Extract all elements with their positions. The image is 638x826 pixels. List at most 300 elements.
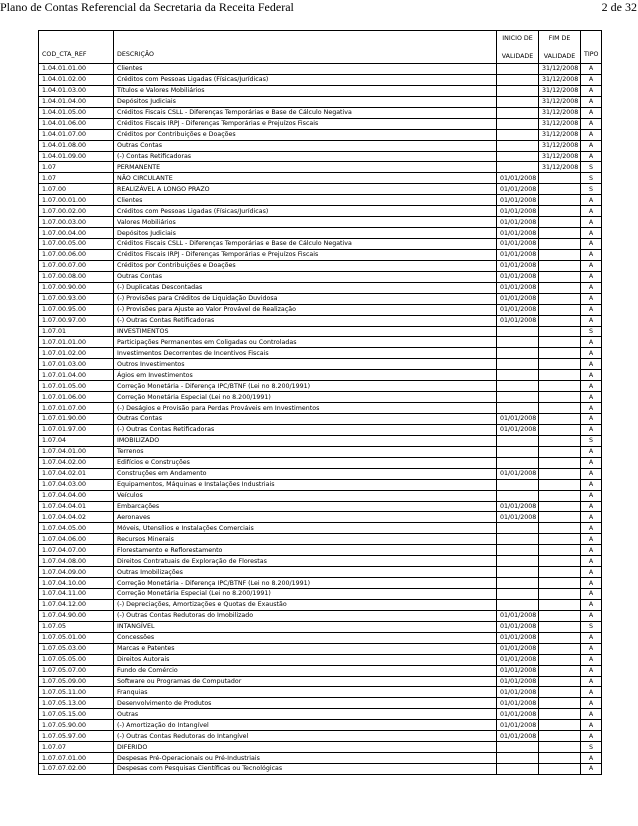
cell-code: 1.07.05.15.00 [39,709,114,720]
cell-end-date [539,315,581,326]
cell-type: S [581,162,602,173]
col-header-start-top: INICIO DE [502,35,533,42]
cell-type: A [581,348,602,359]
table-row [39,337,602,348]
cell-description: Terrenos [114,446,497,457]
table-row [39,282,602,293]
cell-start-date: 01/01/2008 [497,271,539,282]
cell-type: A [581,632,602,643]
cell-type: A [581,195,602,206]
table-row [39,610,602,621]
cell-end-date [539,545,581,556]
cell-description: INVESTIMENTOS [114,326,497,337]
table-row [39,239,602,250]
cell-start-date: 01/01/2008 [497,643,539,654]
table-row [39,665,602,676]
cell-start-date: 01/01/2008 [497,720,539,731]
cell-end-date [539,239,581,250]
cell-description: Marcas e Patentes [114,643,497,654]
cell-description: Créditos com Pessoas Ligadas (Físicas/Jurídicas) [114,206,497,217]
cell-start-date [497,162,539,173]
cell-code: 1.07.01.97.00 [39,424,114,435]
cell-end-date [539,742,581,753]
cell-end-date [539,501,581,512]
cell-type: A [581,720,602,731]
cell-code: 1.07.04.07.00 [39,545,114,556]
cell-code: 1.07.07 [39,742,114,753]
cell-type: A [581,271,602,282]
cell-code: 1.07.00.06.00 [39,249,114,260]
cell-type: A [581,129,602,140]
cell-code: 1.04.01.08.00 [39,140,114,151]
cell-description: NÃO CIRCULANTE [114,173,497,184]
table-row [39,348,602,359]
cell-start-date: 01/01/2008 [497,665,539,676]
cell-description: Correção Monetária Especial (Lei no 8.200/1991) [114,392,497,403]
cell-end-date [539,424,581,435]
cell-type: S [581,326,602,337]
table-row [39,512,602,523]
cell-code: 1.07.04.01.00 [39,446,114,457]
cell-end-date: 31/12/2008 [539,64,581,75]
cell-end-date [539,271,581,282]
col-header-start-validity [497,31,539,64]
col-header-end-validity [539,31,581,64]
cell-start-date: 01/01/2008 [497,687,539,698]
table-row [39,173,602,184]
cell-code: 1.07.04.04.01 [39,501,114,512]
cell-type: A [581,610,602,621]
cell-description: Outras Contas [114,140,497,151]
cell-start-date: 01/01/2008 [497,621,539,632]
cell-end-date [539,446,581,457]
cell-start-date [497,446,539,457]
table-row [39,479,602,490]
cell-description: Investimentos Decorrentes de Incentivos Fiscais [114,348,497,359]
cell-code: 1.07.00.93.00 [39,293,114,304]
cell-type: A [581,337,602,348]
table-row [39,304,602,315]
table-row [39,643,602,654]
cell-end-date [539,534,581,545]
cell-code: 1.07.00.95.00 [39,304,114,315]
cell-end-date [539,490,581,501]
cell-type: S [581,184,602,195]
cell-end-date [539,228,581,239]
cell-start-date [497,348,539,359]
cell-start-date: 01/01/2008 [497,239,539,250]
cell-start-date [497,523,539,534]
cell-start-date: 01/01/2008 [497,195,539,206]
cell-type: A [581,567,602,578]
cell-end-date [539,764,581,775]
cell-type: A [581,315,602,326]
cell-start-date [497,479,539,490]
cell-type: A [581,578,602,589]
cell-description: (-) Duplicatas Descontadas [114,282,497,293]
cell-start-date [497,534,539,545]
cell-end-date [539,556,581,567]
cell-code: 1.07.04.03.00 [39,479,114,490]
cell-end-date [539,206,581,217]
cell-type: A [581,206,602,217]
cell-type: A [581,753,602,764]
cell-code: 1.04.01.04.00 [39,96,114,107]
cell-code: 1.07.00 [39,184,114,195]
cell-code: 1.07.05.07.00 [39,665,114,676]
cell-start-date: 01/01/2008 [497,173,539,184]
cell-description: Móveis, Utensílios e Instalações Comerciais [114,523,497,534]
cell-start-date: 01/01/2008 [497,315,539,326]
table-row [39,217,602,228]
table-row [39,129,602,140]
cell-type: A [581,501,602,512]
cell-description: Créditos por Contribuições e Doações [114,260,497,271]
table-row [39,381,602,392]
table-row [39,370,602,381]
cell-description: Outros Investimentos [114,359,497,370]
cell-start-date [497,403,539,414]
cell-end-date [539,381,581,392]
table-row [39,731,602,742]
cell-code: 1.07.01.02.00 [39,348,114,359]
cell-start-date [497,140,539,151]
cell-type: A [581,107,602,118]
cell-code: 1.07.01.01.00 [39,337,114,348]
cell-code: 1.07.04.02.00 [39,457,114,468]
cell-type: A [581,260,602,271]
cell-code: 1.07.04.04.00 [39,490,114,501]
cell-type: A [581,534,602,545]
cell-end-date [539,720,581,731]
cell-description: Correção Monetária - Diferença IPC/BTNF (Lei no 8.200/1991) [114,381,497,392]
cell-type: A [581,304,602,315]
cell-type: A [581,654,602,665]
cell-code: 1.07.00.05.00 [39,239,114,250]
cell-description: Créditos com Pessoas Ligadas (Físicas/Jurídicas) [114,74,497,85]
cell-start-date: 01/01/2008 [497,424,539,435]
cell-start-date [497,129,539,140]
cell-code: 1.04.01.02.00 [39,74,114,85]
cell-code: 1.07.01.07.00 [39,403,114,414]
table-row [39,315,602,326]
cell-start-date: 01/01/2008 [497,632,539,643]
cell-end-date [539,435,581,446]
cell-type: A [581,249,602,260]
cell-description: IMOBILIZADO [114,435,497,446]
cell-start-date: 01/01/2008 [497,512,539,523]
cell-end-date [539,589,581,600]
cell-start-date [497,74,539,85]
cell-end-date: 31/12/2008 [539,140,581,151]
cell-code: 1.04.01.01.00 [39,64,114,75]
cell-end-date [539,687,581,698]
cell-code: 1.04.01.07.00 [39,129,114,140]
cell-start-date: 01/01/2008 [497,206,539,217]
cell-description: (-) Amortização do Intangível [114,720,497,731]
table-row [39,621,602,632]
cell-end-date [539,249,581,260]
cell-start-date [497,151,539,162]
cell-end-date [539,512,581,523]
cell-code: 1.07.05.01.00 [39,632,114,643]
cell-type: A [581,282,602,293]
cell-type: A [581,424,602,435]
cell-description: Outras [114,709,497,720]
table-row [39,457,602,468]
cell-start-date: 01/01/2008 [497,217,539,228]
table-row [39,490,602,501]
cell-type: A [581,228,602,239]
table-row [39,764,602,775]
cell-type: A [581,545,602,556]
table-row [39,556,602,567]
cell-start-date: 01/01/2008 [497,698,539,709]
cell-description: Direitos Autorais [114,654,497,665]
cell-type: S [581,621,602,632]
cell-description: Fundo de Comércio [114,665,497,676]
cell-description: Despesas com Pesquisas Científicas ou Tecnológicas [114,764,497,775]
cell-type: A [581,85,602,96]
cell-code: 1.07.00.08.00 [39,271,114,282]
cell-description: Depósitos Judiciais [114,228,497,239]
col-header-end-top: FIM DE [548,35,571,42]
cell-code: 1.07.04.12.00 [39,599,114,610]
cell-type: A [581,523,602,534]
cell-start-date [497,742,539,753]
table-row [39,709,602,720]
cell-code: 1.07.00.04.00 [39,228,114,239]
cell-type: A [581,512,602,523]
cell-type: A [581,403,602,414]
cell-start-date: 01/01/2008 [497,414,539,425]
cell-description: (-) Outras Contas Retificadoras [114,315,497,326]
cell-type: A [581,414,602,425]
cell-start-date [497,96,539,107]
cell-description: Despesas Pré-Operacionais ou Pré-Industriais [114,753,497,764]
cell-code: 1.07.01.90.00 [39,414,114,425]
cell-description: INTANGÍVEL [114,621,497,632]
cell-type: A [581,239,602,250]
cell-description: Ágios em Investimentos [114,370,497,381]
cell-start-date: 01/01/2008 [497,610,539,621]
cell-end-date: 31/12/2008 [539,129,581,140]
cell-type: A [581,468,602,479]
cell-type: A [581,359,602,370]
cell-start-date [497,556,539,567]
cell-code: 1.07.05.03.00 [39,643,114,654]
cell-start-date: 01/01/2008 [497,228,539,239]
cell-code: 1.07.00.02.00 [39,206,114,217]
cell-type: A [581,96,602,107]
cell-code: 1.07.04.05.00 [39,523,114,534]
cell-description: Equipamentos, Máquinas e Instalações Industriais [114,479,497,490]
cell-end-date: 31/12/2008 [539,96,581,107]
cell-start-date: 01/01/2008 [497,249,539,260]
table-row [39,687,602,698]
cell-code: 1.07.00.03.00 [39,217,114,228]
cell-code: 1.07.00.90.00 [39,282,114,293]
table-row [39,249,602,260]
cell-start-date [497,599,539,610]
table-row [39,260,602,271]
cell-code: 1.07.04 [39,435,114,446]
cell-start-date [497,118,539,129]
table-row [39,195,602,206]
cell-type: A [581,589,602,600]
cell-code: 1.07 [39,162,114,173]
cell-start-date: 01/01/2008 [497,501,539,512]
cell-description: Clientes [114,64,497,75]
cell-end-date [539,217,581,228]
cell-start-date [497,589,539,600]
cell-end-date [539,348,581,359]
table-header-row [39,31,602,64]
cell-description: Edifícios e Construções [114,457,497,468]
cell-start-date: 01/01/2008 [497,468,539,479]
table-row [39,567,602,578]
cell-type: A [581,370,602,381]
cell-end-date [539,731,581,742]
cell-code: 1.07.04.90.00 [39,610,114,621]
cell-type: A [581,118,602,129]
document-title: Plano de Contas Referencial da Secretaria da Receita Federal [0,0,294,14]
cell-end-date [539,392,581,403]
cell-start-date [497,545,539,556]
cell-start-date: 01/01/2008 [497,731,539,742]
table-row [39,64,602,75]
cell-end-date [539,698,581,709]
cell-description: Franquias [114,687,497,698]
table-row [39,271,602,282]
cell-type: A [581,74,602,85]
cell-type: A [581,151,602,162]
cell-start-date: 01/01/2008 [497,293,539,304]
cell-start-date: 01/01/2008 [497,282,539,293]
cell-end-date [539,479,581,490]
cell-code: 1.07.01.04.00 [39,370,114,381]
cell-start-date [497,326,539,337]
cell-code: 1.07.00.97.00 [39,315,114,326]
cell-end-date [539,359,581,370]
table-row [39,578,602,589]
table-row [39,206,602,217]
cell-description: Aeronaves [114,512,497,523]
cell-end-date [539,468,581,479]
cell-description: Outras Contas [114,414,497,425]
cell-end-date [539,643,581,654]
table-row [39,293,602,304]
cell-start-date [497,337,539,348]
col-header-code: COD_CTA_REF [39,31,114,64]
cell-type: A [581,687,602,698]
cell-start-date [497,753,539,764]
table-row [39,184,602,195]
cell-end-date: 31/12/2008 [539,162,581,173]
table-row [39,589,602,600]
cell-code: 1.07.01 [39,326,114,337]
cell-code: 1.07.05.09.00 [39,676,114,687]
cell-type: A [581,731,602,742]
cell-code: 1.04.01.09.00 [39,151,114,162]
table-row [39,118,602,129]
cell-end-date [539,654,581,665]
cell-type: A [581,643,602,654]
cell-description: Florestamento e Reflorestamento [114,545,497,556]
cell-code: 1.07.07.02.00 [39,764,114,775]
table-row [39,414,602,425]
cell-description: Software ou Programas de Computador [114,676,497,687]
cell-start-date: 01/01/2008 [497,676,539,687]
cell-description: Construções em Andamento [114,468,497,479]
table-row [39,545,602,556]
cell-start-date [497,85,539,96]
col-header-start-bottom: VALIDADE [501,53,534,60]
table-body [39,64,602,775]
cell-end-date [539,414,581,425]
cell-description: (-) Provisões para Créditos de Liquidação Duvidosa [114,293,497,304]
cell-type: A [581,599,602,610]
cell-end-date [539,195,581,206]
cell-start-date [497,578,539,589]
cell-description: Créditos Fiscais IRPJ - Diferenças Temporárias e Prejuízos Fiscais [114,118,497,129]
cell-type: A [581,665,602,676]
cell-start-date: 01/01/2008 [497,184,539,195]
cell-code: 1.04.01.03.00 [39,85,114,96]
cell-code: 1.04.01.06.00 [39,118,114,129]
page-number: 2 de 32 [601,0,637,14]
cell-type: A [581,709,602,720]
cell-end-date [539,665,581,676]
cell-type: A [581,698,602,709]
cell-type: A [581,490,602,501]
table-row [39,96,602,107]
cell-start-date: 01/01/2008 [497,304,539,315]
cell-type: A [581,676,602,687]
cell-code: 1.04.01.05.00 [39,107,114,118]
cell-description: Veículos [114,490,497,501]
cell-type: A [581,479,602,490]
cell-code: 1.07.04.06.00 [39,534,114,545]
cell-description: Participações Permanentes em Coligadas ou Controladas [114,337,497,348]
cell-start-date [497,370,539,381]
cell-code: 1.07.05.97.00 [39,731,114,742]
table-row [39,501,602,512]
table-row [39,676,602,687]
cell-end-date [539,293,581,304]
table-row [39,162,602,173]
cell-description: Direitos Contratuais de Exploração de Florestas [114,556,497,567]
cell-start-date [497,392,539,403]
cell-type: A [581,446,602,457]
cell-end-date [539,304,581,315]
cell-code: 1.07.05.13.00 [39,698,114,709]
cell-end-date: 31/12/2008 [539,107,581,118]
cell-description: Correção Monetária Especial (Lei no 8.200/1991) [114,589,497,600]
table-row [39,720,602,731]
cell-type: A [581,381,602,392]
cell-code: 1.07.04.11.00 [39,589,114,600]
cell-start-date [497,435,539,446]
cell-code: 1.07.07.01.00 [39,753,114,764]
cell-description: Concessões [114,632,497,643]
cell-end-date [539,184,581,195]
cell-end-date: 31/12/2008 [539,151,581,162]
cell-start-date [497,381,539,392]
cell-start-date [497,359,539,370]
cell-description: Créditos Fiscais CSLL - Diferenças Temporárias e Base de Cálculo Negativa [114,107,497,118]
cell-description: Correção Monetária - Diferença IPC/BTNF (Lei no 8.200/1991) [114,578,497,589]
